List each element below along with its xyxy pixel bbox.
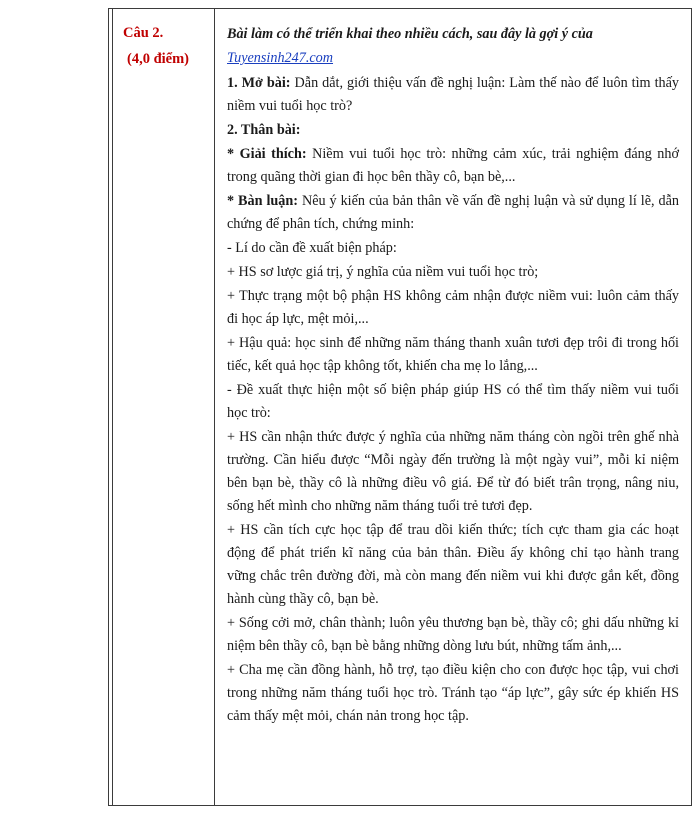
- answer-intro-text: Bài làm có thể triển khai theo nhiều cách, sau đây là gợi ý của: [227, 26, 593, 42]
- section-body-lead: 2. Thân bài:: [227, 122, 301, 138]
- body-line: [227, 332, 679, 378]
- answer-table: [108, 8, 692, 806]
- answer-intro: [227, 23, 679, 46]
- body-line: [227, 659, 679, 728]
- body-line-text: + HS cần tích cực học tập để trau dồi kiến thức; tích cực tham gia các hoạt động để phát triển kĩ năng của bản thân. Điều ấy không chỉ tạo hành trang vững chắc trên đường đời, mà còn mang đến niềm vui khi được gắn kết, đồng hành cùng thầy cô, bạn bè.: [227, 522, 679, 607]
- body-line: [227, 519, 679, 611]
- body-line: [227, 426, 679, 518]
- answer-source-line: [227, 47, 679, 70]
- body-line-text: - Đề xuất thực hiện một số biện pháp giúp HS có thể tìm thấy niềm vui tuổi học trò:: [227, 382, 679, 421]
- body-line: [227, 379, 679, 425]
- body-line-text: Niềm vui tuổi học trò: những cảm xúc, trải nghiệm đáng nhớ trong quãng thời gian đi học bên thầy cô, bạn bè,...: [227, 146, 679, 185]
- body-line: [227, 237, 679, 260]
- body-line: [227, 285, 679, 331]
- body-line-lead: * Bàn luận:: [227, 193, 298, 209]
- body-line: [227, 261, 679, 284]
- body-line-text: + Hậu quả: học sinh để những năm tháng thanh xuân tươi đẹp trôi đi trong hối tiếc, kết quả học tập không tốt, khiến cha mẹ lo lắng,...: [227, 335, 679, 374]
- section-opening-lead: 1. Mở bài:: [227, 75, 291, 91]
- body-line: [227, 612, 679, 658]
- body-line-text: + HS sơ lược giá trị, ý nghĩa của niềm vui tuổi học trò;: [227, 264, 539, 280]
- answer-content-cell: [215, 9, 691, 805]
- body-line: [227, 143, 679, 189]
- section-opening-text: Dẫn dắt, giới thiệu vấn đề nghị luận: Làm thế nào để luôn tìm thấy niềm vui tuổi học trò?: [227, 75, 679, 114]
- section-opening: [227, 72, 679, 118]
- section-body-heading: [227, 119, 679, 142]
- body-line-text: Nêu ý kiến của bản thân về vấn đề nghị luận và sử dụng lí lẽ, dẫn chứng để phân tích, chứng minh:: [227, 193, 679, 232]
- body-line-text: + Thực trạng một bộ phận HS không cảm nhận được niềm vui: luôn cảm thấy đi học áp lực, mệt mỏi,...: [227, 288, 679, 327]
- source-link[interactable]: Tuyensinh247.com: [227, 50, 334, 66]
- question-points: (4,0 điểm): [127, 50, 190, 67]
- body-line-text: + Sống cởi mở, chân thành; luôn yêu thương bạn bè, thầy cô; ghi dấu những kỉ niệm bên thầy cô, bạn bè bằng những dòng lưu bút, những tấm ảnh,...: [227, 615, 679, 654]
- body-line-lead: * Giải thích:: [227, 146, 307, 162]
- body-line-text: + Cha mẹ cần đồng hành, hỗ trợ, tạo điều kiện cho con được học tập, vui chơi trong những năm tháng tuổi học trò. Tránh tạo “áp lực”, gây sức ép khiến HS cảm thấy mệt mỏi, chán nản trong học tập.: [227, 662, 679, 724]
- question-number: Câu 2.: [123, 25, 164, 41]
- body-line-text: + HS cần nhận thức được ý nghĩa của những năm tháng còn ngồi trên ghế nhà trường. Cần hiểu được “Mỗi ngày đến trường là một ngày vui”, mỗi kỉ niệm bên bạn bè, thầy cô là những điều vô giá. Để từ đó biết trân trọng, nâng niu, sống hết mình cho những năm tháng tuổi trẻ tươi đẹp.: [227, 429, 679, 514]
- question-label-cell: [113, 9, 215, 805]
- body-line: [227, 190, 679, 236]
- body-line-text: - Lí do cần đề xuất biện pháp:: [227, 240, 397, 256]
